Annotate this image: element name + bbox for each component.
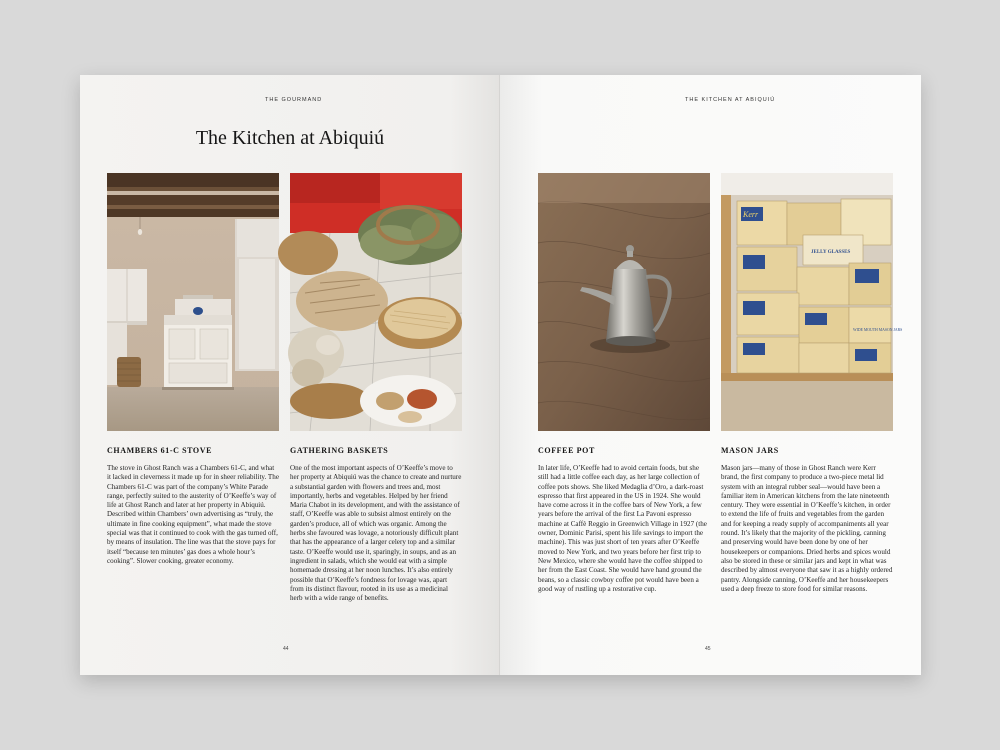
baskets-illustration	[290, 173, 462, 431]
body-text-coffee-pot: In later life, O’Keeffe had to avoid certain foods, but she still had a little coffee each day, as her large collection of coffee pots shows. She liked Medaglia d’Oro, a dark-roast espresso that first appeared in the US in 1924. She would have come across it in the coffee bars of New York, a few years before the arrival of the first La Pavoni espresso machine at Caffè Reggio in Greenwich Village in 1927 (the owner, Dominic Parisi, spent his life savings to import the machine). This was just short of ten years after O’Keeffe moved to New York, and two years before her first trip to New Mexico, where she would have the coffee shipped to her from the East Coast. She would have hand ground the beans, so a classic cowboy coffee pot would have been a good way of rustling up a restorative cup.	[538, 464, 707, 593]
caption-heading-coffee-pot: COFFEE POT	[538, 446, 595, 455]
running-head-right: THE KITCHEN AT ABIQUIÚ	[685, 97, 776, 103]
folio-left: 44	[283, 646, 289, 652]
magazine-spread	[80, 75, 921, 675]
stove-photo	[107, 173, 279, 431]
caption-heading-mason-jars: MASON JARS	[721, 446, 779, 455]
mason-jars-illustration	[721, 173, 903, 431]
box-jelly-text: JELLY GLASSES	[811, 250, 851, 255]
running-head-left: THE GOURMAND	[265, 97, 323, 103]
coffee-pot-illustration	[538, 173, 710, 431]
body-text-baskets: One of the most important aspects of O’Keeffe’s move to her property at Abiquiú was the chance to create and nurture a substantial garden with flowers and trees and, most importantly, herbs and vegetables. Helped by her friend Maria Chabot in its development, and with the assistance of staff, O’Keeffe was able to subsist almost entirely on the garden’s produce, all of which was organic. Among the herbs she favoured was lovage, a notoriously difficult plant that has the appearance of a larger celery top and a similar taste. O’Keeffe would use it, sparingly, in soups, and as an ingredient in salads, which she would eat with a simple homemade dressing at her noon lunches. It’s also entirely possible that O’Keeffe’s fondness for lovage was, apart from its distinct flavour, rooted in its use as a medicinal herb with a wide range of benefits.	[290, 464, 462, 603]
coffee-pot-photo	[538, 173, 710, 431]
stove-illustration	[107, 173, 279, 431]
page-title: The Kitchen at Abiquiú	[195, 127, 385, 149]
body-text-stove: The stove in Ghost Ranch was a Chambers 61-C, and what it lacked in cleverness it made up for in sheer reliability. The Chambers 61-C was part of the company’s White Parade range, perfectly suited to the austerity of O’Keeffe’s way of life at Ghost Ranch and later at her property in Abiquiú. Described within Chambers’ own advertising as “truly, the ultimate in fine cooking equipment”, what made the stove special was that it continued to cook with the gas turned off, by means of insulation. The line was that the stove pays for itself “because ten minutes’ gas does a whole hour’s cooking”. Slower cooking, greater economy.	[107, 464, 279, 565]
caption-heading-stove: CHAMBERS 61-C STOVE	[107, 446, 213, 455]
caption-heading-baskets: GATHERING BASKETS	[290, 446, 389, 455]
left-page	[80, 75, 500, 675]
body-text-mason-jars: Mason jars—many of those in Ghost Ranch were Kerr brand, the first company to produce a two-piece metal lid system with an integral rubber seal—would have been a familiar item in American kitchens from the late nineteenth century. They were essential in O’Keeffe’s kitchen, in order to extend the life of fruits and vegetables from the garden and for keeping a ready supply of accompaniments all year round. It’s likely that the majority of the pickling, canning and preserving would have been done by one of her housekeepers or companions. Dried herbs and spices would also be stored in these or similar jars and kept in what was described by almost everyone that saw it as a highly ordered pantry. Alongside canning, O’Keeffe and her housekeepers used a deep freeze to store food for similar reasons.	[721, 464, 893, 593]
box-wide-text: WIDE MOUTH MASON JARS	[853, 328, 903, 332]
folio-right: 45	[705, 646, 711, 652]
mason-jars-photo	[721, 173, 903, 431]
baskets-photo	[290, 173, 462, 431]
box-brand-text: Kerr	[743, 210, 759, 219]
right-page	[500, 75, 921, 675]
